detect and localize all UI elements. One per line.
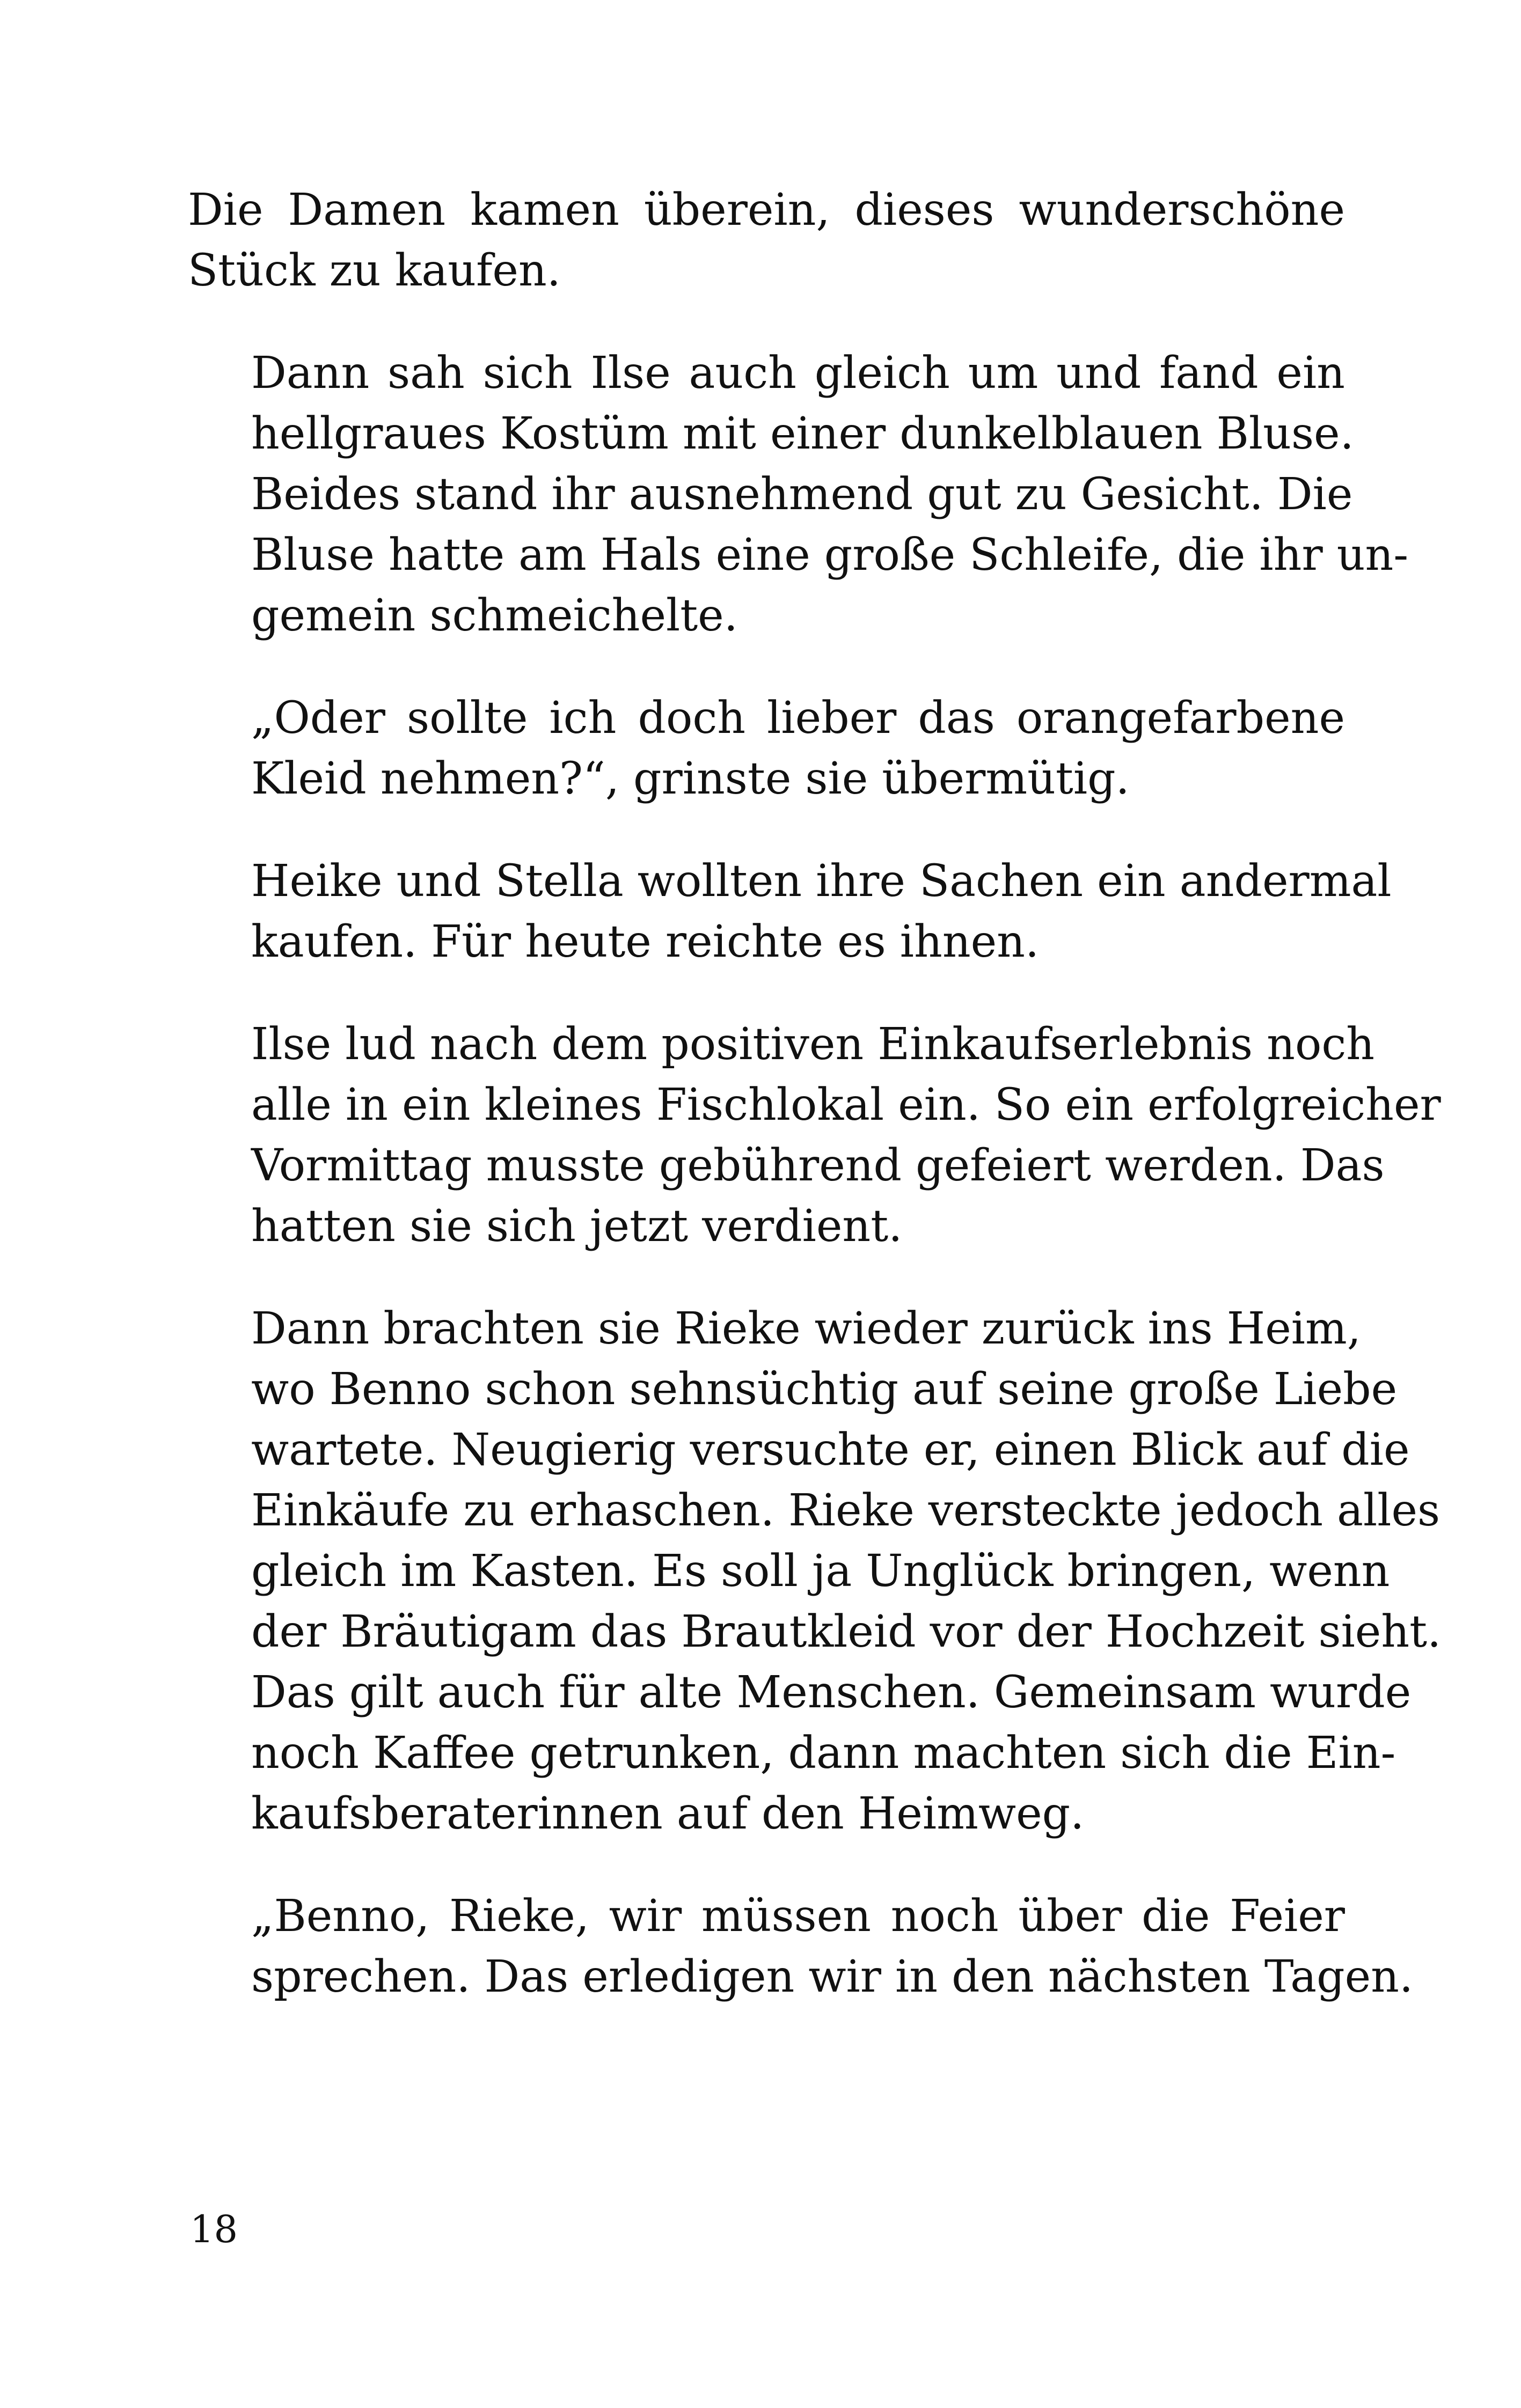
text-line: gleich im Kasten. Es soll ja Unglück bringen, wenn [251,1546,1390,1597]
paragraph [188,180,1345,301]
text-line: wartete. Neugierig versuchte er, einen Blick auf die [251,1425,1410,1475]
paragraph [188,688,1345,809]
page-number: 18 [190,2207,238,2251]
text-line: Das gilt auch für alte Menschen. Gemeinsam wurde [251,1667,1412,1718]
text-line: Einkäufe zu erhaschen. Rieke versteckte jedoch alles [251,1485,1440,1536]
paragraph [188,1298,1442,1844]
text-line: Kleid nehmen?“, grinste sie übermütig. [251,753,1130,804]
text-line: Heike und Stella wollten ihre Sachen ein andermal [251,856,1392,907]
text-line: „Benno, Rieke, wir müssen noch über die Feier [251,1891,1345,1942]
text-line: sprechen. Das erledigen wir in den nächsten Tagen. [251,1951,1414,2002]
text-line: hatten sie sich jetzt verdient. [251,1201,903,1252]
text-line: noch Kaffee getrunken, dann machten sich die Ein- [251,1728,1396,1779]
text-line: der Bräutigam das Brautkleid vor der Hochzeit sieht. [251,1606,1442,1657]
text-line: Dann brachten sie Rieke wieder zurück ins Heim, [251,1303,1361,1354]
text-line: Ilse lud nach dem positiven Einkaufserlebnis noch [251,1019,1375,1070]
text-line: Bluse hatte am Hals eine große Schleife, die ihr un- [251,530,1409,581]
text-line: Die Damen kamen überein, dieses wunderschöne [188,185,1345,236]
text-line: kaufen. Für heute reichte es ihnen. [251,916,1040,967]
text-line: „Oder sollte ich doch lieber das orangefarbene [251,693,1345,744]
paragraph [188,343,1409,646]
page-body-text [188,180,1442,2049]
text-line: hellgraues Kostüm mit einer dunkelblauen Bluse. [251,408,1354,459]
paragraph [188,851,1392,972]
text-line: Stück zu kaufen. [188,245,561,296]
text-line: gemein schmeichelte. [251,590,738,641]
text-line: wo Benno schon sehnsüchtig auf seine große Liebe [251,1364,1398,1415]
paragraph [188,1014,1441,1257]
text-line: Dann sah sich Ilse auch gleich um und fand ein [251,348,1345,399]
text-line: Vormittag musste gebührend gefeiert werden. Das [251,1140,1385,1191]
text-line: kaufsberaterinnen auf den Heimweg. [251,1788,1085,1839]
text-line: Beides stand ihr ausnehmend gut zu Gesicht. Die [251,469,1353,520]
text-line: alle in ein kleines Fischlokal ein. So ein erfolgreicher [251,1080,1441,1130]
paragraph [188,1886,1414,2007]
